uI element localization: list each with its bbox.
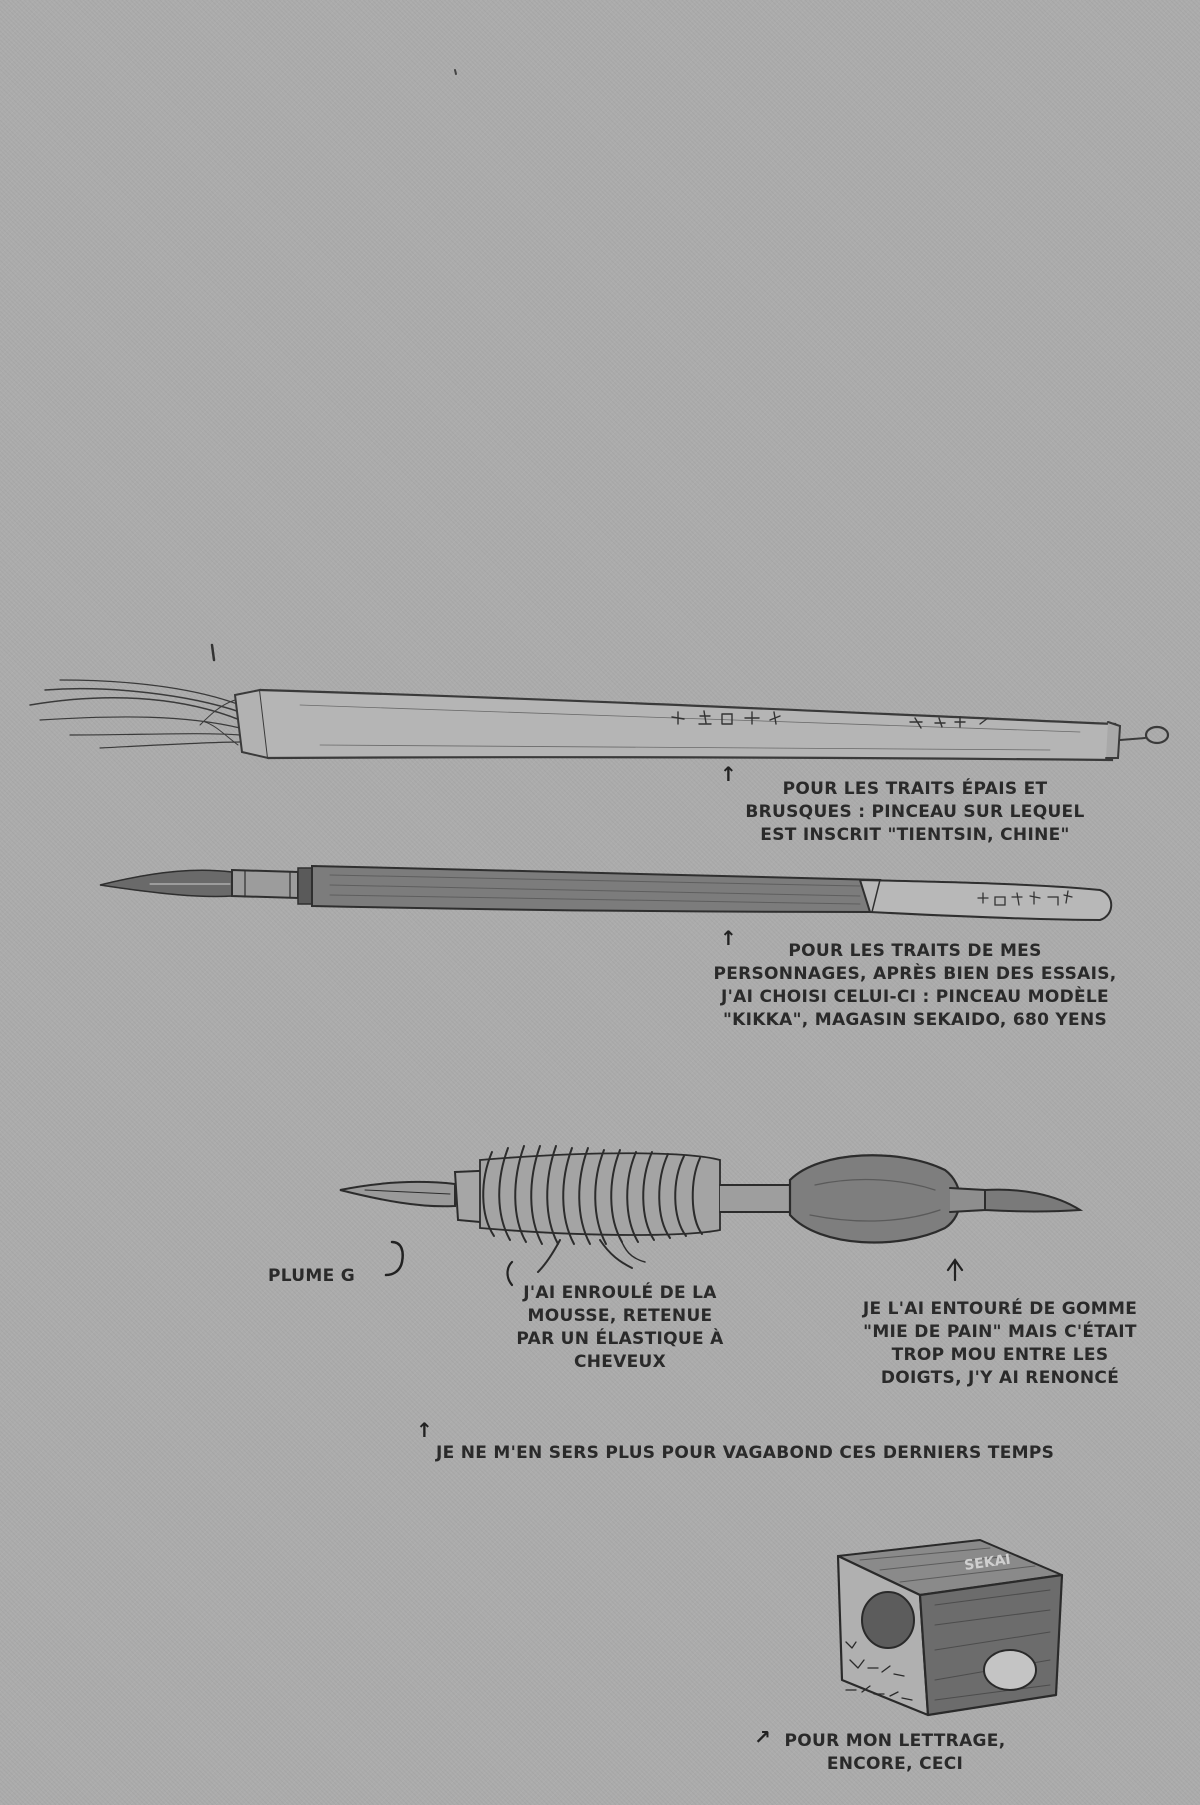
sharpener-box-illustration (838, 1540, 1062, 1715)
note-line: MOUSSE, RETENUE (527, 1306, 713, 1326)
eraser-note (830, 1298, 1170, 1390)
up-arrow-icon: ↑ (720, 926, 737, 950)
note-line: "KIKKA", MAGASIN SEKAIDO, 680 YENS (722, 1010, 1108, 1030)
note-line: POUR MON LETTRAGE, (784, 1731, 1006, 1751)
note-line: PAR UN ÉLASTIQUE À (516, 1329, 724, 1349)
note-line: TROP MOU ENTRE LES (891, 1345, 1109, 1365)
tientsin-brush-note (715, 778, 1115, 847)
lettering-note (770, 1730, 1020, 1776)
note-line: POUR LES TRAITS ÉPAIS ET (782, 779, 1048, 799)
diagonal-arrow-icon: ↗ (754, 1725, 771, 1749)
kikka-brush-note (680, 940, 1150, 1032)
sharpener-label: SEKAI (963, 1551, 1012, 1574)
note-line: JE L'AI ENTOURÉ DE GOMME (862, 1299, 1138, 1319)
nib-label: PLUME G (268, 1266, 355, 1286)
kikka-brush-illustration (100, 866, 1111, 920)
note-line: POUR LES TRAITS DE MES (788, 941, 1042, 961)
up-arrow-icon: ↑ (720, 762, 737, 786)
note-line: J'AI CHOISI CELUI-CI : PINCEAU MODÈLE (721, 987, 1109, 1007)
plume-bracket-icon (386, 1242, 403, 1275)
up-arrow-icon: ↑ (416, 1418, 433, 1442)
not-used-note: JE NE M'EN SERS PLUS POUR VAGABOND CES DERNIERS TEMPS (436, 1443, 1055, 1463)
note-line: DOIGTS, J'Y AI RENONCÉ (880, 1368, 1120, 1388)
foam-note (500, 1282, 740, 1374)
note-line: BRUSQUES : PINCEAU SUR LEQUEL (745, 802, 1085, 822)
eraser-arrow-icon (948, 1260, 962, 1280)
tientsin-brush-illustration (30, 680, 1168, 760)
note-line: ENCORE, CECI (826, 1754, 964, 1774)
note-line: J'AI ENROULÉ DE LA (523, 1283, 717, 1303)
note-line: PERSONNAGES, APRÈS BIEN DES ESSAIS, (713, 964, 1117, 984)
note-line: CHEVEUX (573, 1352, 667, 1372)
dip-pen-illustration (340, 1146, 1080, 1272)
note-line: "MIE DE PAIN" MAIS C'ÉTAIT (863, 1322, 1137, 1342)
note-line: EST INSCRIT "TIENTSIN, CHINE" (760, 825, 1070, 845)
